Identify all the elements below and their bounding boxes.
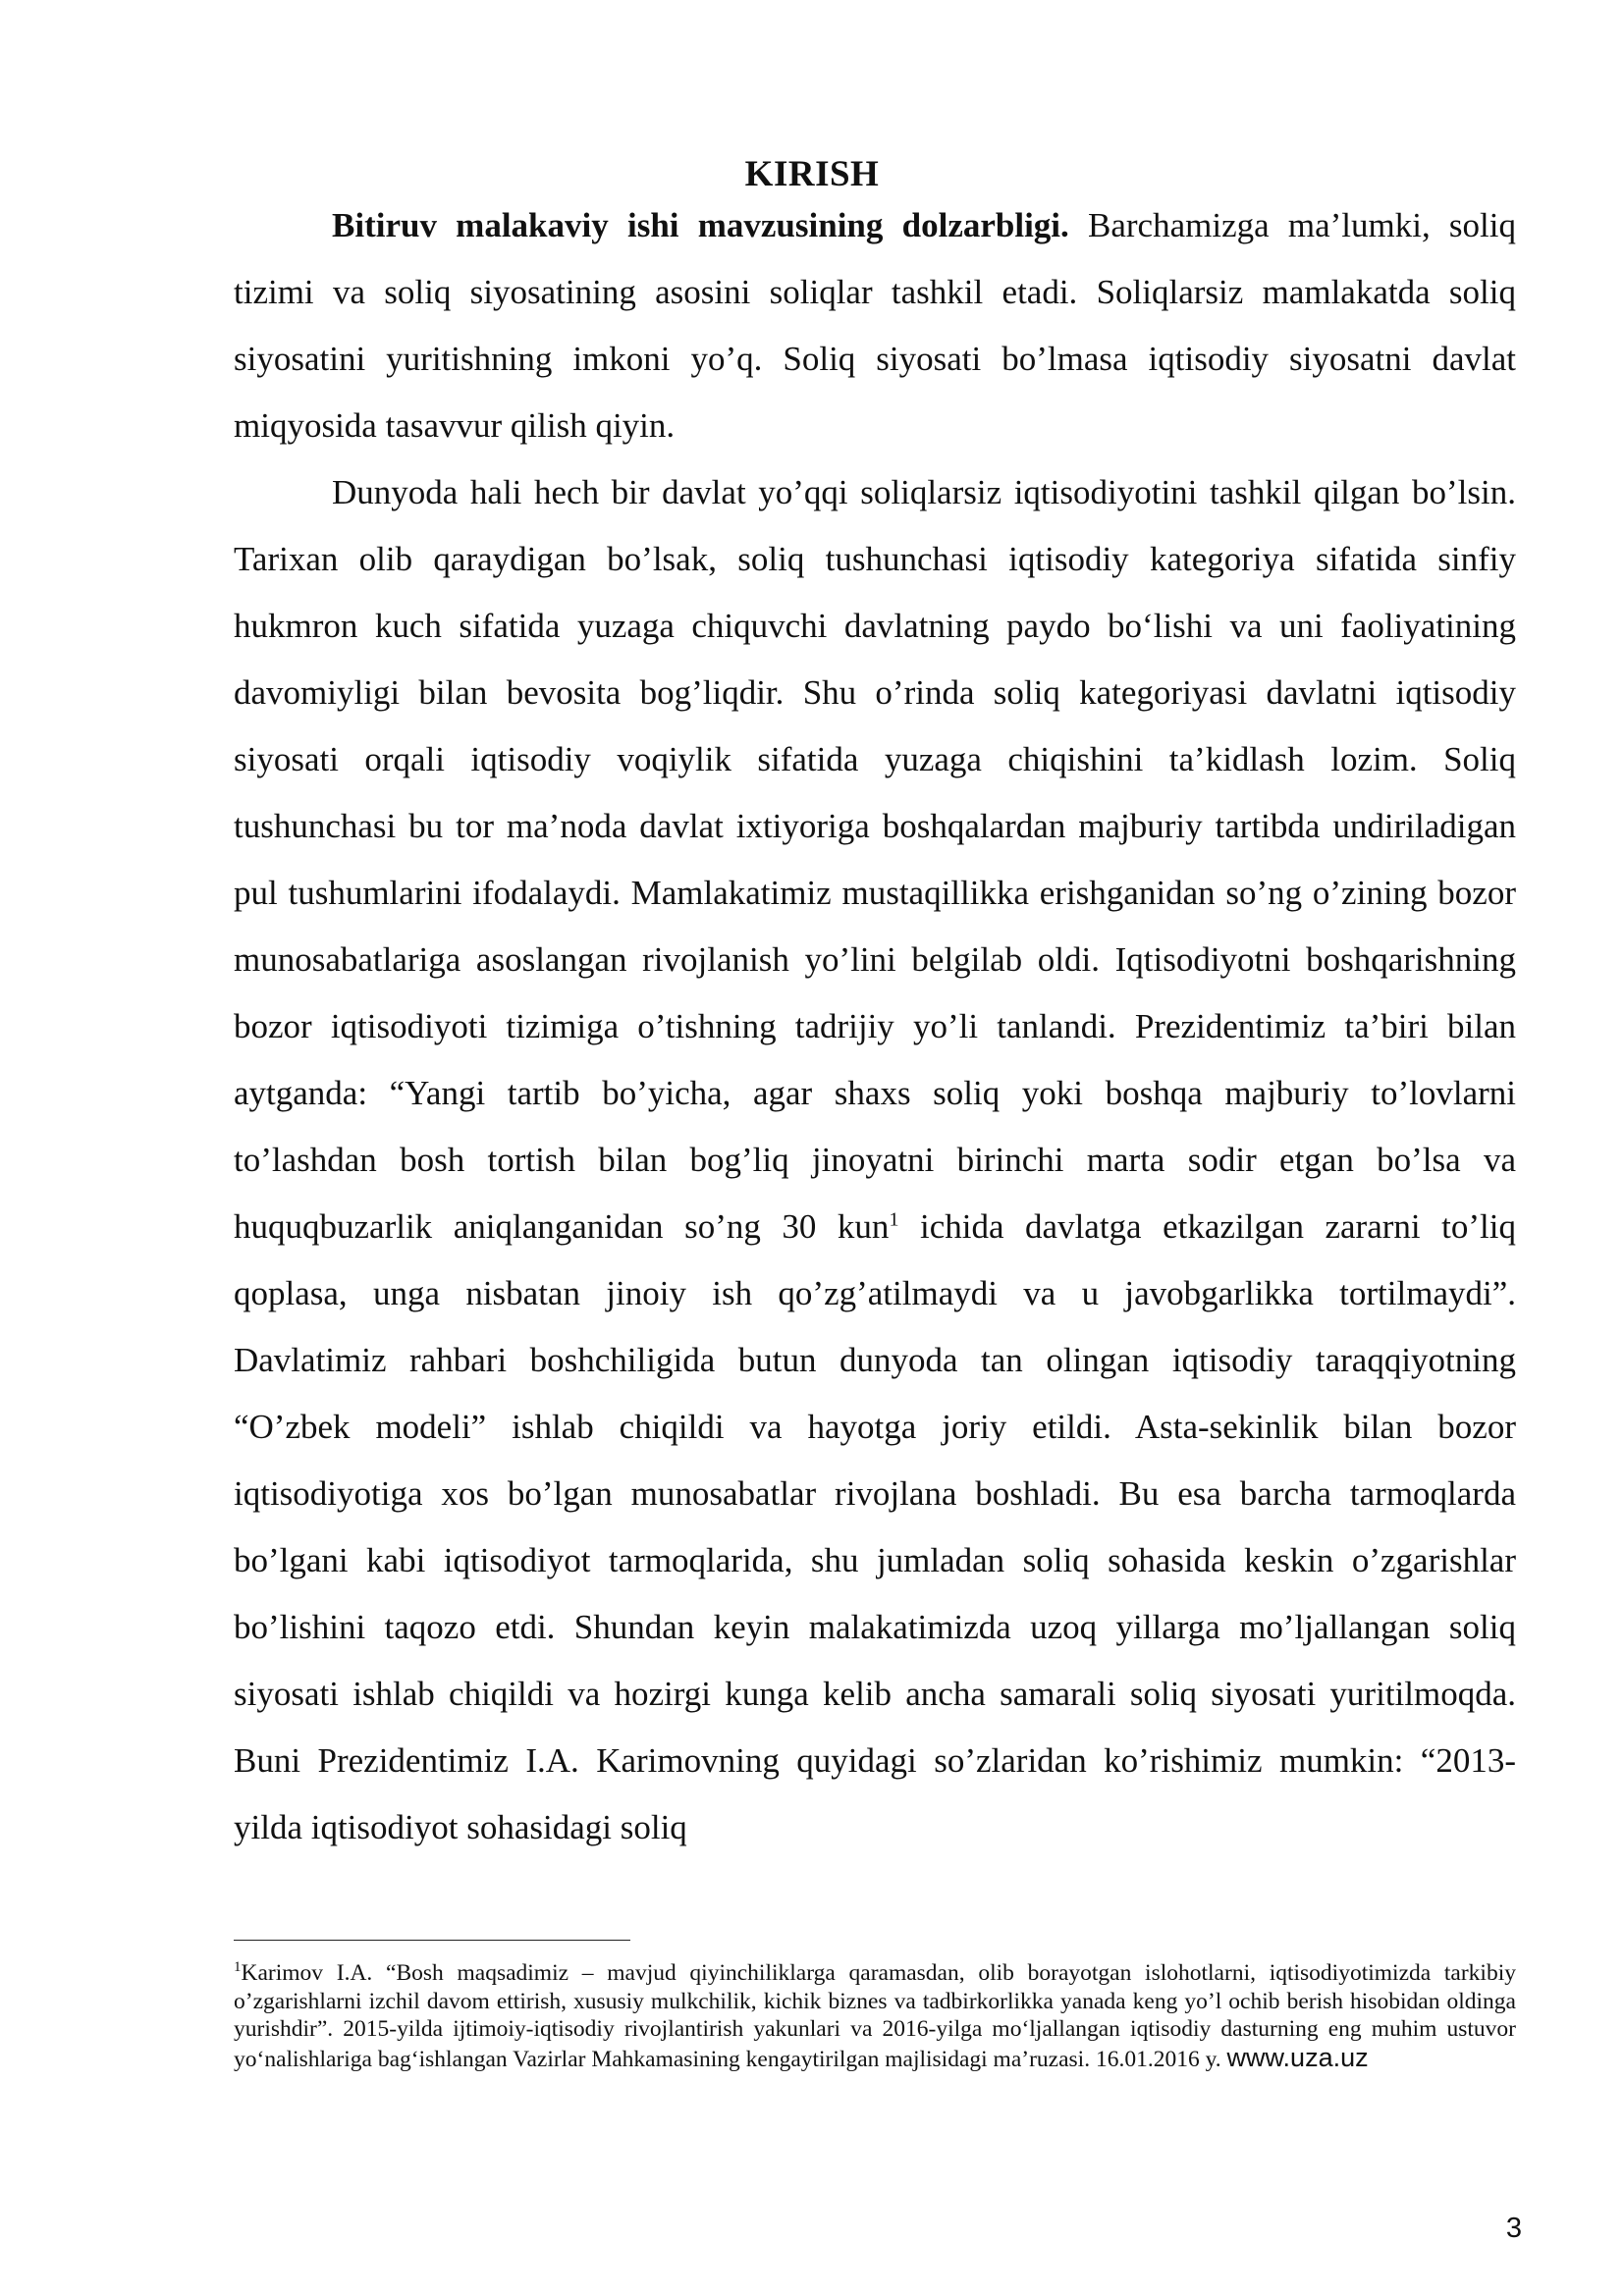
paragraph-text: Barchamizga ma’lumki, soliq tizimi va soliq siyosatining asosini soliqlar tashkil etadi. Soliqlarsiz mamlakatda soliq siyosatini yuritishning imkoni yo’q. Soliq siyosati bo’lmasa iqtisodiy siyosatni davlat miqyosida tasavvur qilish qiyin. bbox=[234, 206, 1516, 445]
footnote-link[interactable]: www.uza.uz bbox=[1226, 2042, 1369, 2072]
paragraph-relevance bbox=[234, 192, 1516, 459]
footnote-separator bbox=[234, 1940, 630, 1941]
paragraph-lead-bold: Bitiruv malakaviy ishi mavzusining dolzarbligi. bbox=[332, 206, 1069, 244]
paragraph-text-after-ref: ichida davlatga etkazilgan zararni to’liq qoplasa, unga nisbatan jinoiy ish qo’zg’atilmaydi va u javobgarlikka tortilmaydi”. Davlatimiz rahbari boshchiligida butun dunyoda tan olingan iqtisodiy taraqqiyotning “O’zbek modeli” ishlab chiqildi va hayotga joriy etildi. Asta-sekinlik bilan bozor iqtisodiyotiga xos bo’lgan munosabatlar rivojlana boshladi. Bu esa barcha tarmoqlarda bo’lgani kabi iqtisodiyot tarmoqlarida, shu jumladan soliq sohasida keskin o’zgarishlar bo’lishini taqozo etdi. Shundan keyin malakatimizda uzoq yillarga mo’ljallangan soliq siyosati ishlab chiqildi va hozirgi kunga kelib ancha samarali soliq siyosati yuritilmoqda. Buni Prezidentimiz I.A. Karimovning quyidagi so’zlaridan ko’rishimiz mumkin: “2013-yilda iqtisodiyot sohasidagi soliq bbox=[234, 1207, 1516, 1846]
paragraph-text-before-ref: Dunyoda hali hech bir davlat yo’qqi soliqlarsiz iqtisodiyotini tashkil qilgan bo’lsin. Tarixan olib qaraydigan bo’lsak, soliq tushunchasi iqtisodiy kategoriya sifatida sinfiy hukmron kuch sifatida yuzaga chiquvchi davlatning paydo bo‘lishi va uni faoliyatining davomiyligi bilan bevosita bog’liqdir. Shu o’rinda soliq kategoriyasi davlatni iqtisodiy siyosati orqali iqtisodiy voqiylik sifatida yuzaga chiqishini ta’kidlash lozim. Soliq tushunchasi bu tor ma’noda davlat ixtiyoriga boshqalardan majburiy tartibda undiriladigan pul tushumlarini ifodalaydi. Mamlakatimiz mustaqillikka erishganidan so’ng o’zining bozor munosabatlariga asoslangan rivojlanish yo’lini belgilab oldi. Iqtisodiyotni boshqarishning bozor iqtisodiyoti tizimiga o’tishning tadrijiy yo’li tanlandi. Prezidentimiz ta’biri bilan aytganda: “Yangi tartib bo’yicha, agar shaxs soliq yoki boshqa majburiy to’lovlarni to’lashdan bosh tortish bilan bog’liq jinoyatni birinchi marta sodir etgan bo’lsa va huquqbuzarlik aniqlanganidan so’ng 30 kun bbox=[234, 473, 1516, 1246]
footnote-text: Karimov I.A. “Bosh maqsadimiz – mavjud qiyinchiliklarga qaramasdan, olib borayotgan islohotlarni, iqtisodiyotimizda tarkibiy o’zgarishlarni izchil davom ettirish, xususiy mulkchilik, kichik biznes va tadbirkorlikka yanada keng yo’l ochib berish hisobidan oldinga yurishdir”. 2015-yilda ijtimoiy-iqtisodiy rivojlantirish yakunlari va 2016-yilga mo‘ljallangan iqtisodiy dasturning eng muhim ustuvor yo‘nalishlariga bag‘ishlangan Vazirlar Mahkamasining kengaytirilgan majlisidagi ma’ruzasi. 16.01.2016 y. bbox=[234, 1960, 1516, 2072]
footnote-reference[interactable]: 1 bbox=[889, 1208, 899, 1231]
body-text bbox=[234, 192, 1516, 1861]
footnote bbox=[234, 1959, 1516, 2073]
paragraph-history bbox=[234, 459, 1516, 1861]
footnote-marker: 1 bbox=[234, 1959, 242, 1976]
page-number: 3 bbox=[1505, 2213, 1522, 2244]
section-heading: KIRISH bbox=[744, 154, 880, 194]
